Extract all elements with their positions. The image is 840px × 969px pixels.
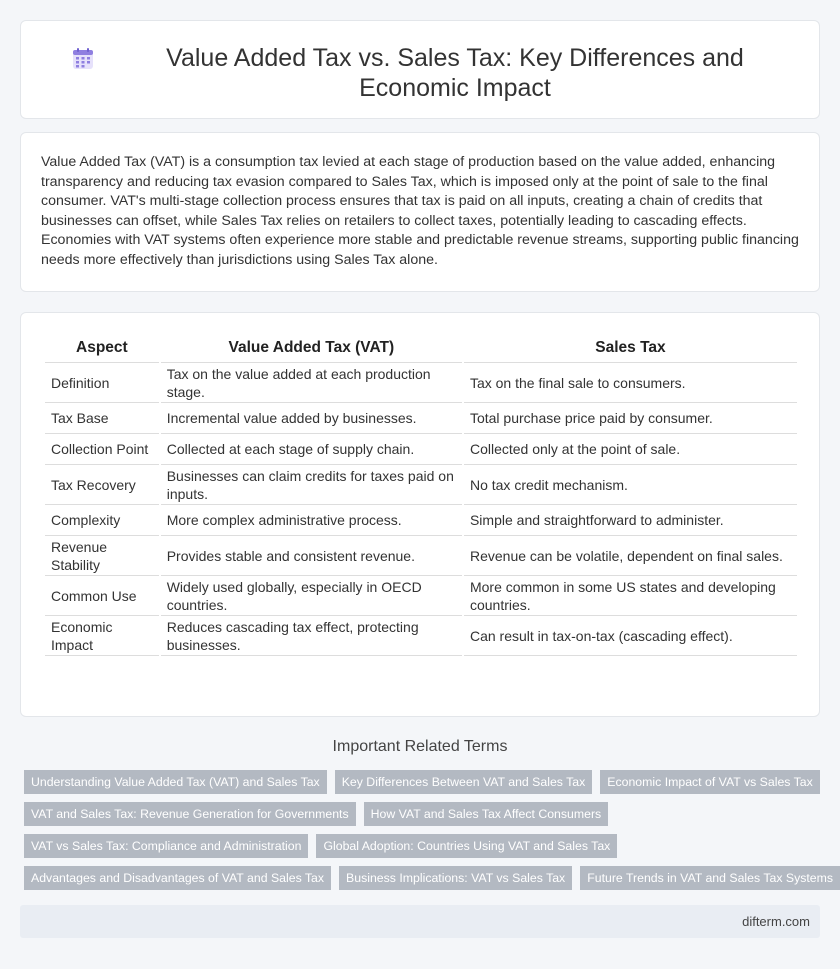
row-sales-tax: Collected only at the point of sale. — [464, 434, 797, 465]
table-row — [45, 403, 797, 434]
row-aspect: Definition — [45, 363, 159, 403]
row-aspect: Economic Impact — [45, 616, 159, 656]
header-aspect: Aspect — [45, 333, 159, 363]
row-vat: Incremental value added by businesses. — [161, 403, 462, 434]
row-aspect: Revenue Stability — [45, 536, 159, 576]
related-term-link[interactable]: Future Trends in VAT and Sales Tax Systems — [580, 866, 840, 890]
tag-row — [24, 834, 824, 858]
related-term-link[interactable]: Global Adoption: Countries Using VAT and Sales Tax — [316, 834, 617, 858]
footer-site-name[interactable]: difterm.com — [742, 914, 810, 929]
row-vat: Reduces cascading tax effect, protecting businesses. — [161, 616, 462, 656]
tag-row — [24, 866, 834, 890]
row-aspect: Complexity — [45, 505, 159, 536]
row-vat: Provides stable and consistent revenue. — [161, 536, 462, 576]
comparison-table — [43, 333, 799, 656]
row-vat: More complex administrative process. — [161, 505, 462, 536]
intro-card — [20, 132, 820, 292]
table-row — [45, 465, 797, 505]
row-aspect: Tax Recovery — [45, 465, 159, 505]
row-sales-tax: Simple and straightforward to administer. — [464, 505, 797, 536]
row-sales-tax: More common in some US states and developing countries. — [464, 576, 797, 616]
related-term-link[interactable]: Business Implications: VAT vs Sales Tax — [339, 866, 572, 890]
related-term-link[interactable]: Understanding Value Added Tax (VAT) and Sales Tax — [24, 770, 327, 794]
row-vat: Widely used globally, especially in OECD countries. — [161, 576, 462, 616]
related-term-link[interactable]: Advantages and Disadvantages of VAT and Sales Tax — [24, 866, 331, 890]
row-aspect: Collection Point — [45, 434, 159, 465]
row-vat: Tax on the value added at each production stage. — [161, 363, 462, 403]
row-vat: Collected at each stage of supply chain. — [161, 434, 462, 465]
related-term-link[interactable]: How VAT and Sales Tax Affect Consumers — [364, 802, 609, 826]
row-sales-tax: Can result in tax-on-tax (cascading effect). — [464, 616, 797, 656]
row-sales-tax: Revenue can be volatile, dependent on final sales. — [464, 536, 797, 576]
table-row — [45, 616, 797, 656]
row-sales-tax: Tax on the final sale to consumers. — [464, 363, 797, 403]
tag-row — [24, 770, 824, 794]
page-title: Value Added Tax vs. Sales Tax: Key Differences and Economic Impact — [166, 44, 744, 102]
tag-row — [24, 802, 824, 826]
row-aspect: Common Use — [45, 576, 159, 616]
table-row — [45, 505, 797, 536]
related-term-link[interactable]: Key Differences Between VAT and Sales Tax — [335, 770, 593, 794]
table-row — [45, 363, 797, 403]
calendar-icon — [71, 47, 95, 71]
row-sales-tax: Total purchase price paid by consumer. — [464, 403, 797, 434]
table-row — [45, 434, 797, 465]
row-sales-tax: No tax credit mechanism. — [464, 465, 797, 505]
header-vat: Value Added Tax (VAT) — [161, 333, 462, 363]
related-terms-title: Important Related Terms — [332, 738, 508, 755]
related-terms-tags — [24, 770, 834, 898]
related-term-link[interactable]: VAT and Sales Tax: Revenue Generation for Governments — [24, 802, 356, 826]
header-card — [20, 20, 820, 119]
row-vat: Businesses can claim credits for taxes paid on inputs. — [161, 465, 462, 505]
row-aspect: Tax Base — [45, 403, 159, 434]
table-header-row — [45, 333, 797, 363]
table-row — [45, 536, 797, 576]
intro-paragraph: Value Added Tax (VAT) is a consumption tax levied at each stage of production based on the value added, enhancing transparency and reducing tax evasion compared to Sales Tax, which is imposed only at the point of sale to the final consumer. VAT's multi-stage collection process ensures that tax is paid on all inputs, creating a chain of credits that businesses can offset, while Sales Tax relies on retailers to collect taxes, potentially leading to cascading effects. Economies with VAT systems often experience more stable and predictable revenue streams, supporting public financing needs more effectively than jurisdictions using Sales Tax alone. — [41, 154, 799, 268]
related-term-link[interactable]: VAT vs Sales Tax: Compliance and Administration — [24, 834, 308, 858]
table-row — [45, 576, 797, 616]
footer — [20, 905, 820, 938]
header-sales-tax: Sales Tax — [464, 333, 797, 363]
comparison-table-card — [20, 312, 820, 717]
related-term-link[interactable]: Economic Impact of VAT vs Sales Tax — [600, 770, 820, 794]
